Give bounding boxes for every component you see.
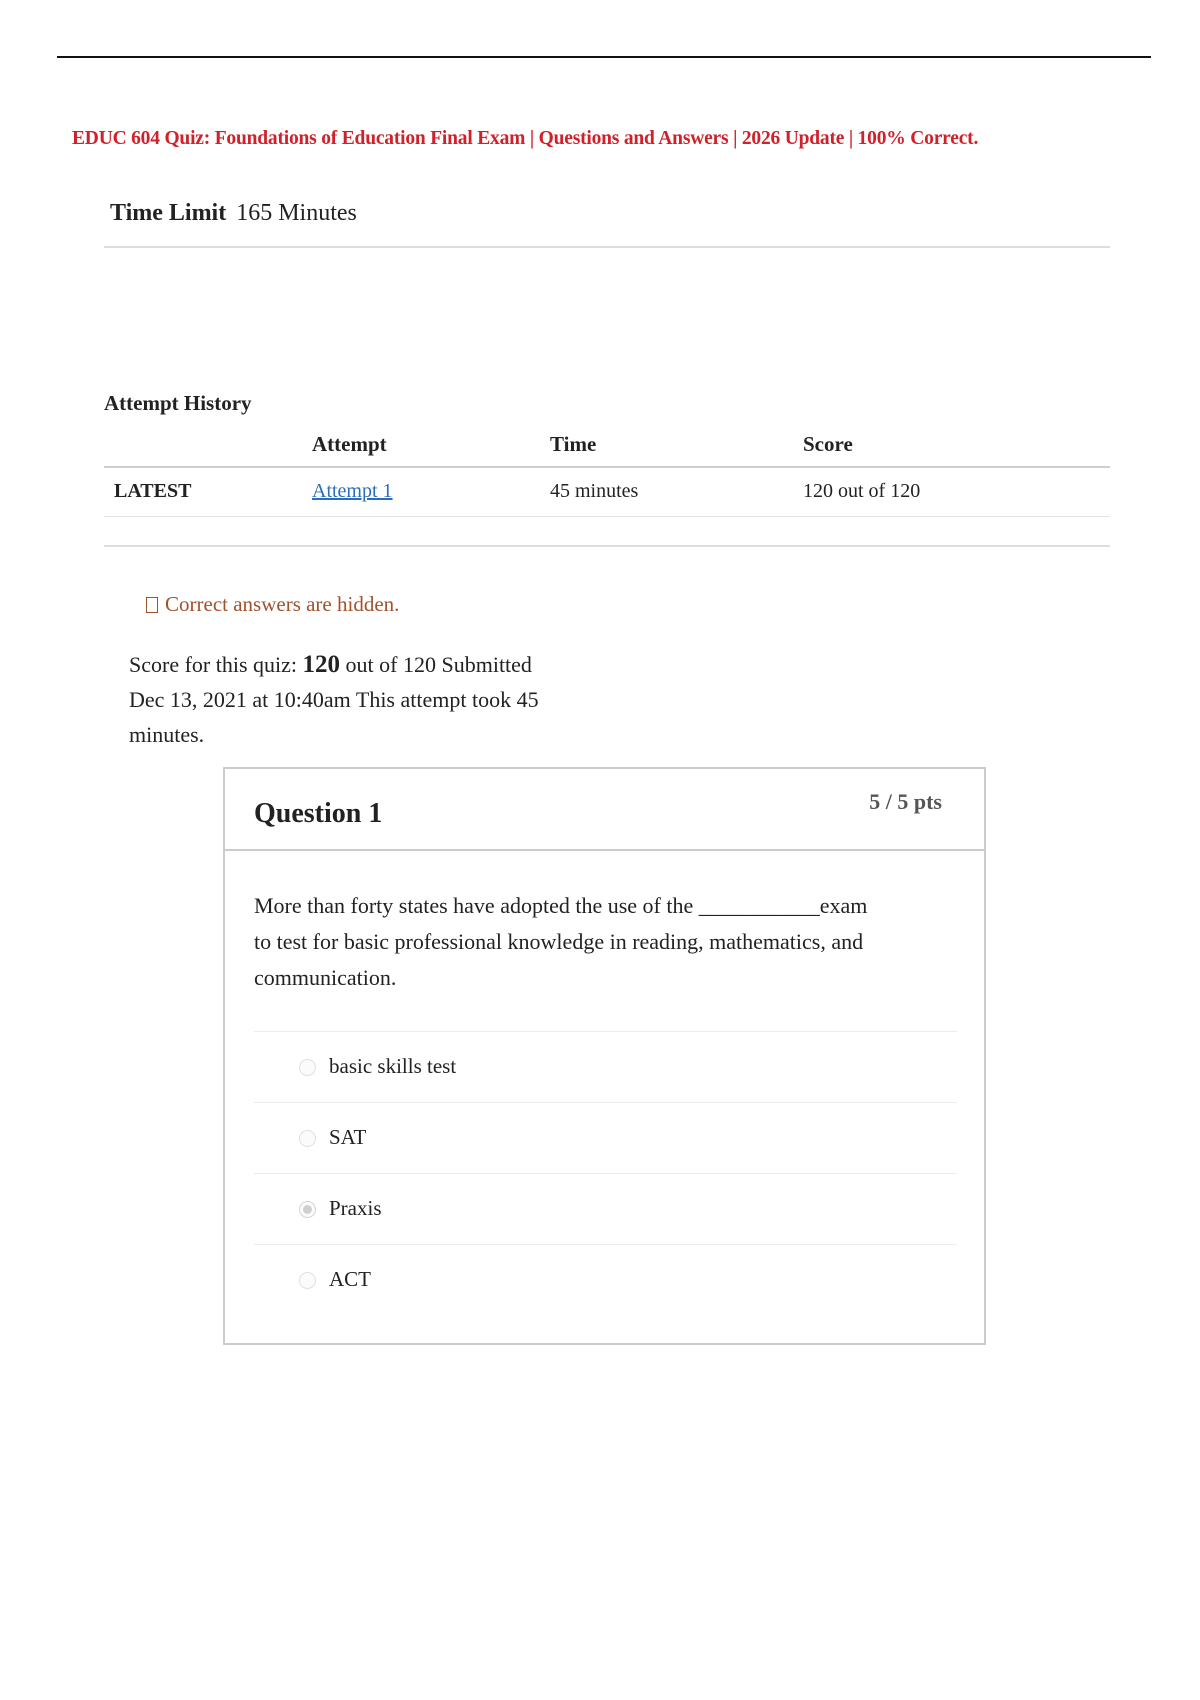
answer-label: ACT <box>329 1267 371 1291</box>
score-suffix: out of 120 <box>345 652 436 677</box>
divider <box>104 545 1110 547</box>
score-value: 120 <box>302 651 341 678</box>
attempt-link[interactable]: Attempt 1 <box>312 480 393 502</box>
radio-button[interactable] <box>299 1130 316 1147</box>
attempt-status: LATEST <box>114 480 192 502</box>
answer-list <box>254 1031 957 1315</box>
radio-button[interactable] <box>299 1272 316 1289</box>
answer-label: Praxis <box>329 1196 382 1220</box>
time-limit-label: Time Limit <box>110 200 227 226</box>
attempt-time: 45 minutes <box>550 480 639 502</box>
column-header-score: Score <box>803 432 853 456</box>
question-header <box>225 769 984 851</box>
divider <box>104 246 1110 248</box>
answer-label: basic skills test <box>329 1054 457 1078</box>
document-title: EDUC 604 Quiz: Foundations of Education Final Exam | Questions and Answers | 2026 Update | 100% Correct. <box>72 128 979 149</box>
correct-answers-notice <box>146 592 399 617</box>
time-limit-value: 165 Minutes <box>236 200 357 226</box>
top-rule <box>57 56 1151 58</box>
attempt-history-table <box>104 424 1110 517</box>
radio-button-selected[interactable] <box>299 1201 316 1218</box>
info-icon <box>146 597 158 613</box>
column-header-time: Time <box>550 432 597 456</box>
score-prefix: Score for this quiz: <box>129 652 298 677</box>
attempt-score: 120 out of 120 <box>803 480 921 502</box>
answer-option[interactable] <box>254 1173 957 1244</box>
question-points: 5 / 5 pts <box>869 789 942 814</box>
radio-button[interactable] <box>299 1059 316 1076</box>
time-limit <box>110 200 357 227</box>
question-title: Question 1 <box>254 798 383 829</box>
question-text: More than forty states have adopted the use of the ___________exam to test for basic professional knowledge in reading, mathematics, and communication. <box>254 893 868 990</box>
submitted-text: Submitted Dec 13, 2021 at 10:40am This attempt took 45 minutes. <box>129 652 539 747</box>
column-header-attempt: Attempt <box>312 432 387 456</box>
question-card <box>223 767 986 1345</box>
answer-option[interactable] <box>254 1244 957 1315</box>
table-header-row <box>104 424 1110 468</box>
notice-text: Correct answers are hidden. <box>165 592 400 616</box>
table-row <box>104 468 1110 517</box>
quiz-summary <box>129 647 549 752</box>
answer-option[interactable] <box>254 1031 957 1102</box>
answer-label: SAT <box>329 1125 367 1149</box>
answer-option[interactable] <box>254 1102 957 1173</box>
attempt-history-heading: Attempt History <box>104 391 252 415</box>
